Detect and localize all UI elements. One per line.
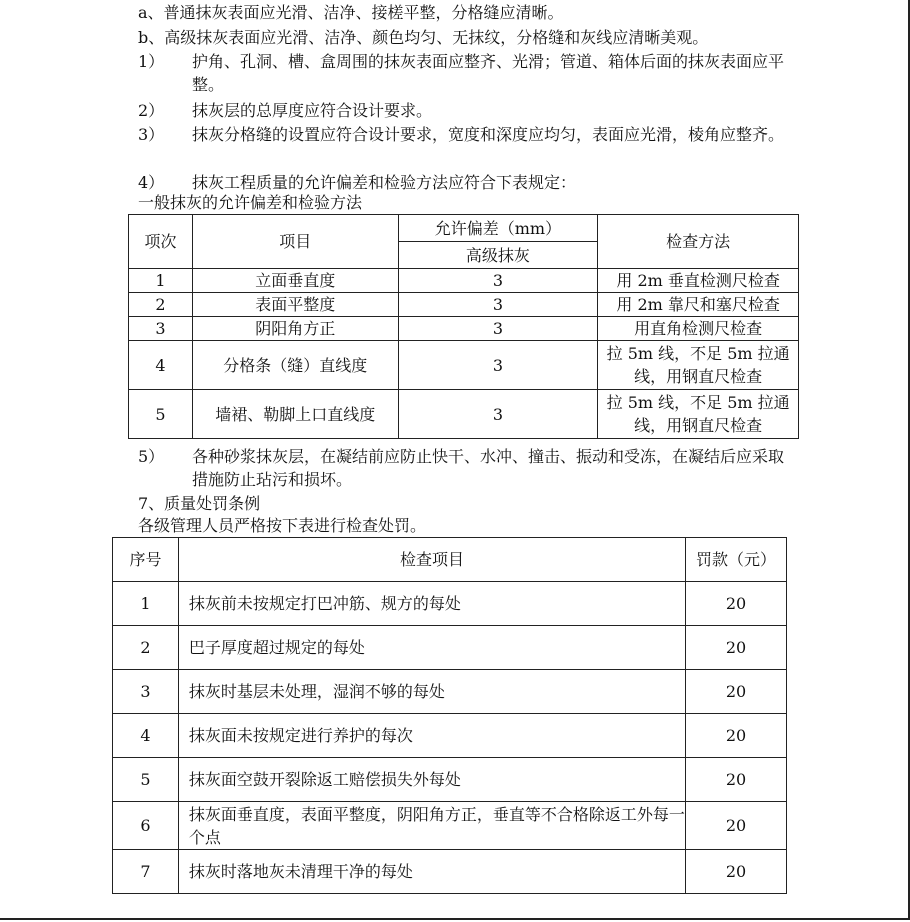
table-row [129,269,799,293]
row-item: 分格条（缝）直线度 [192,341,398,390]
table-row [129,317,799,341]
row-item: 抹灰面垂直度，表面平整度，阴阳角方正，垂直等不合格除返工外每一个点 [178,802,685,850]
header-tolerance: 允许偏差（mm） [398,215,598,242]
row-seq: 3 [129,317,193,341]
row-seq: 3 [113,670,179,714]
row-seq: 4 [129,341,193,390]
row-method: 拉 5m 线，不足 5m 拉通线，用钢直尺检查 [598,390,799,439]
item-2-number: 2） [138,101,165,120]
row-tolerance: 3 [398,293,598,317]
row-seq: 1 [129,269,193,293]
row-item: 立面垂直度 [192,269,398,293]
row-fine: 20 [686,850,787,894]
row-seq: 4 [113,714,179,758]
row-item: 墙裙、勒脚上口直线度 [192,390,398,439]
row-seq: 7 [113,850,179,894]
row-item: 抹灰时基层未处理，湿润不够的每处 [178,670,685,714]
table-row [113,670,787,714]
table1-caption: 一般抹灰的允许偏差和检验方法 [138,193,363,212]
item-2-text: 抹灰层的总厚度应符合设计要求。 [192,101,433,120]
table-row [113,758,787,802]
row-method: 用 2m 靠尺和塞尺检查 [598,293,799,317]
row-item: 巴子厚度超过规定的每处 [178,626,685,670]
row-tolerance: 3 [398,269,598,293]
item-5-number: 5） [138,447,165,466]
row-seq: 6 [113,802,179,850]
row-item: 表面平整度 [192,293,398,317]
intro-line-b: b、高级抹灰表面应光滑、洁净、颜色均匀、无抹纹，分格缝和灰线应清晰美观。 [138,28,709,47]
item-1-text: 护角、孔洞、槽、盒周围的抹灰表面应整齐、光滑；管道、箱体后面的抹灰表面应平整。 [192,52,785,94]
row-seq: 5 [129,390,193,439]
row-item: 阴阳角方正 [192,317,398,341]
item-3-number: 3） [138,125,165,144]
section7-subtitle: 各级管理人员严格按下表进行检查处罚。 [138,516,427,535]
item-4-number: 4） [138,173,165,192]
table-row [113,850,787,894]
penalty-table [112,537,787,894]
row-tolerance: 3 [398,341,598,390]
row-tolerance: 3 [398,390,598,439]
table-row [113,582,787,626]
row-seq: 1 [113,582,179,626]
row-method: 用直角检测尺检查 [598,317,799,341]
header-seq: 项次 [129,215,193,269]
row-seq: 2 [129,293,193,317]
item-5-text: 各种砂浆抹灰层，在凝结前应防止快干、水冲、撞击、振动和受冻，在凝结后应采取措施防止玷污和损坏。 [192,447,785,489]
row-item: 抹灰时落地灰未清理干净的每处 [178,850,685,894]
table-row [113,626,787,670]
row-item: 抹灰面空鼓开裂除返工赔偿损失外每处 [178,758,685,802]
header-item: 项目 [192,215,398,269]
row-fine: 20 [686,626,787,670]
header-item: 检查项目 [178,538,685,582]
table-row [113,714,787,758]
item-1-number: 1） [138,52,165,71]
table-row [113,802,787,850]
table-header-row [113,538,787,582]
item-4-text: 抹灰工程质量的允许偏差和检验方法应符合下表规定： [192,173,577,192]
row-method: 用 2m 垂直检测尺检查 [598,269,799,293]
row-fine: 20 [686,714,787,758]
table-row [129,390,799,439]
row-seq: 2 [113,626,179,670]
tolerance-table [128,214,799,439]
section7-title: 7、质量处罚条例 [138,494,261,513]
header-tolerance-sub: 高级抹灰 [398,242,598,269]
row-fine: 20 [686,582,787,626]
row-item: 抹灰面未按规定进行养护的每次 [178,714,685,758]
row-fine: 20 [686,758,787,802]
table-row [129,293,799,317]
item-3-text: 抹灰分格缝的设置应符合设计要求，宽度和深度应均匀，表面应光滑，棱角应整齐。 [192,125,785,144]
row-item: 抹灰前未按规定打巴冲筋、规方的每处 [178,582,685,626]
header-seq: 序号 [113,538,179,582]
row-fine: 20 [686,670,787,714]
header-method: 检查方法 [598,215,799,269]
row-seq: 5 [113,758,179,802]
intro-line-a: a、普通抹灰表面应光滑、洁净、接槎平整，分格缝应清晰。 [138,3,564,22]
row-method: 拉 5m 线，不足 5m 拉通线，用钢直尺检查 [598,341,799,390]
row-tolerance: 3 [398,317,598,341]
table-row [129,341,799,390]
row-fine: 20 [686,802,787,850]
header-fine: 罚款（元） [686,538,787,582]
